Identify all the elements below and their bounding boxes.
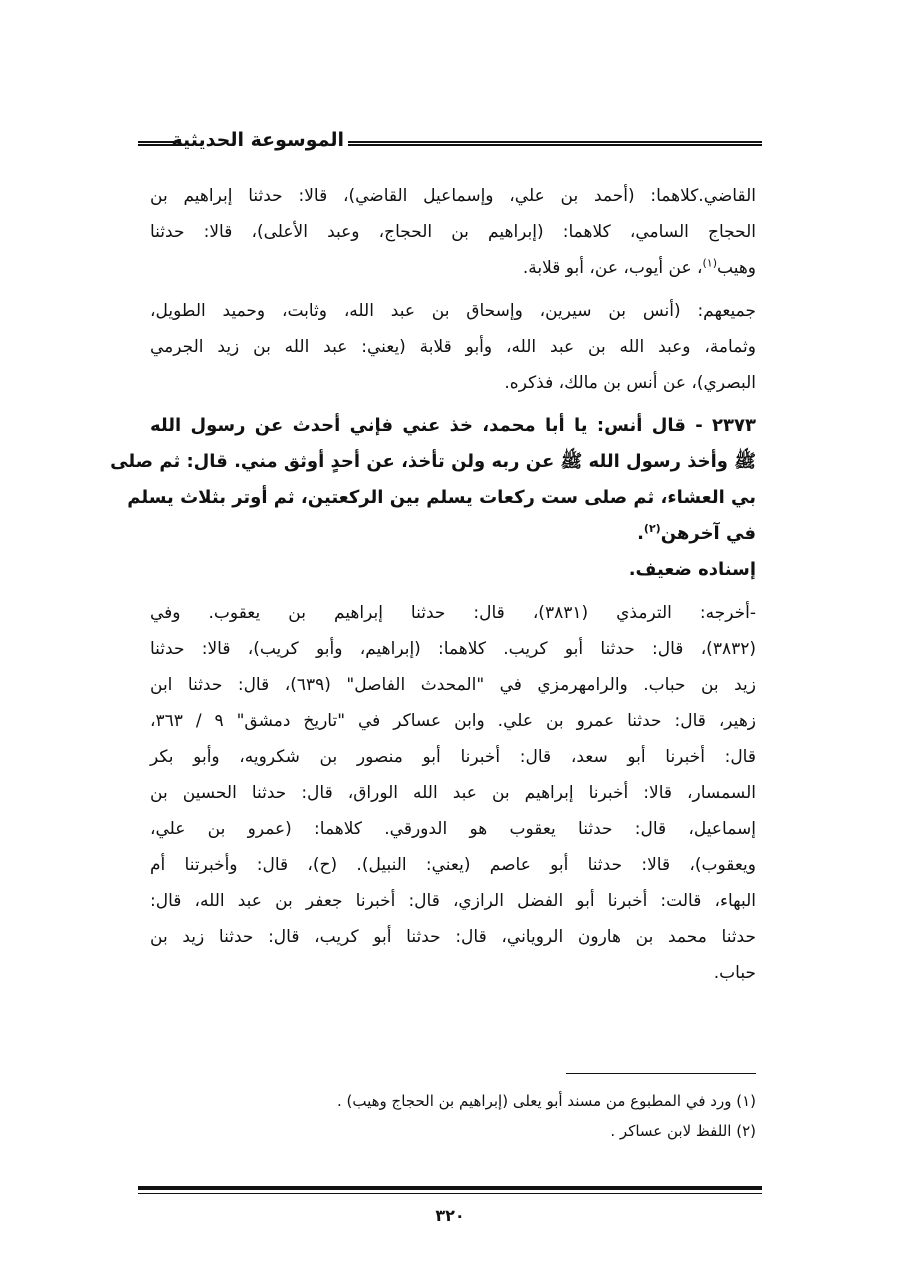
line-text: حباب. bbox=[713, 963, 756, 983]
text-line bbox=[150, 919, 756, 955]
footnote-marker[interactable]: (١) bbox=[702, 256, 717, 270]
line-text: ٢٣٧٣ - قال أنس: يا أبا محمد، خذ عني فإني أحدث عن رسول الله bbox=[150, 415, 756, 436]
page-number: ٣٢٠ bbox=[435, 1206, 465, 1225]
header-title: الموسوعة الحديثية bbox=[171, 129, 344, 151]
line-text: الحجاج السامي، كلاهما: (إبراهيم بن الحجاج، وعبد الأعلى)، قالا: حدثنا bbox=[150, 222, 756, 242]
text-line bbox=[150, 178, 756, 214]
text-line bbox=[150, 293, 756, 329]
text-line bbox=[150, 847, 756, 883]
text-line bbox=[150, 214, 756, 250]
line-text: البصري)، عن أنس بن مالك، فذكره. bbox=[504, 373, 756, 393]
text-line bbox=[150, 365, 756, 401]
line-text: ويعقوب)، قالا: حدثنا أبو عاصم (يعني: النبيل). (ح)، قال: وأخبرتنا أم bbox=[150, 855, 756, 875]
line-text: البهاء، قالت: أخبرنا أبو الفضل الرازي، قال: أخبرنا جعفر بن عبد الله، قال: bbox=[150, 891, 756, 911]
bottom-rule-thin bbox=[138, 1193, 762, 1194]
text-line bbox=[150, 739, 756, 775]
text-line bbox=[110, 444, 756, 480]
text-line bbox=[150, 955, 756, 991]
line-text-continued: ، عن أيوب، عن، أبو قلابة. bbox=[522, 258, 703, 278]
line-text: زيد بن حباب. والرامهرمزي في "المحدث الفاصل" (٦٣٩)، قال: حدثنا ابن bbox=[150, 675, 756, 695]
paragraph-gap bbox=[150, 286, 756, 293]
body-text bbox=[110, 178, 756, 991]
text-line bbox=[150, 408, 756, 444]
line-text: القاضي.كلاهما: (أحمد بن علي، وإسماعيل القاضي)، قالا: حدثنا إبراهيم بن bbox=[150, 186, 756, 206]
line-text: إسناده ضعيف. bbox=[628, 559, 756, 580]
line-text: السمسار، قالا: أخبرنا إبراهيم بن عبد الله الوراق، قال: حدثنا الحسين بن bbox=[150, 783, 756, 803]
footnote-marker[interactable]: (٢) bbox=[643, 522, 661, 535]
text-line bbox=[127, 480, 756, 516]
line-text: حدثنا محمد بن هارون الروياني، قال: حدثنا أبو كريب، قال: حدثنا زيد بن bbox=[150, 927, 756, 947]
line-text: بي العشاء، ثم صلى ست ركعات يسلم بين الركعتين، ثم أوتر بثلاث يسلم bbox=[127, 487, 756, 508]
text-line bbox=[150, 883, 756, 919]
text-line bbox=[150, 516, 756, 552]
text-line bbox=[150, 775, 756, 811]
text-line bbox=[150, 552, 756, 588]
paragraph-gap bbox=[150, 588, 756, 595]
paragraph-gap bbox=[150, 401, 756, 408]
line-text-continued: . bbox=[637, 523, 644, 544]
text-line bbox=[150, 703, 756, 739]
line-text: وهيب bbox=[717, 258, 756, 278]
footnote-2: (٢) اللفظ لابن عساكر . bbox=[610, 1122, 756, 1140]
line-text: إسماعيل، قال: حدثنا يعقوب هو الدورقي. كلاهما: (عمرو بن علي، bbox=[150, 819, 756, 839]
text-line bbox=[150, 595, 756, 631]
bottom-rule bbox=[138, 1186, 762, 1190]
text-line bbox=[150, 667, 756, 703]
text-line bbox=[150, 329, 756, 365]
line-text: في آخرهن bbox=[660, 523, 756, 544]
text-line bbox=[150, 631, 756, 667]
header-rule-right bbox=[348, 141, 762, 146]
line-text: (٣٨٣٢)، قال: حدثنا أبو كريب. كلاهما: (إبراهيم، وأبو كريب)، قالا: حدثنا bbox=[150, 639, 756, 659]
line-text: وثمامة، وعبد الله بن عبد الله، وأبو قلابة (يعني: عبد الله بن زيد الجرمي bbox=[150, 337, 756, 357]
line-text: زهير، قال: حدثنا عمرو بن علي. وابن عساكر في "تاريخ دمشق" ٩ / ٣٦٣، bbox=[150, 711, 756, 731]
footnote-1: (١) ورد في المطبوع من مسند أبو يعلى (إبراهيم بن الحجاج وهيب) . bbox=[336, 1092, 756, 1110]
text-line bbox=[150, 811, 756, 847]
line-text: -أخرجه: الترمذي (٣٨٣١)، قال: حدثنا إبراهيم بن يعقوب. وفي bbox=[150, 603, 756, 623]
line-text: ﷺ وأخذ رسول الله ﷺ عن ربه ولن تأخذ، عن أحدٍ أوثق مني. قال: ثم صلى bbox=[110, 451, 756, 472]
line-text: جميعهم: (أنس بن سيرين، وإسحاق بن عبد الله، وثابت، وحميد الطويل، bbox=[150, 301, 756, 321]
text-line bbox=[150, 250, 756, 286]
running-header bbox=[138, 126, 762, 160]
line-text: قال: أخبرنا أبو سعد، قال: أخبرنا أبو منصور بن شكرويه، وأبو بكر bbox=[150, 747, 756, 767]
footnote-separator bbox=[566, 1073, 756, 1074]
footnotes bbox=[150, 1086, 756, 1146]
